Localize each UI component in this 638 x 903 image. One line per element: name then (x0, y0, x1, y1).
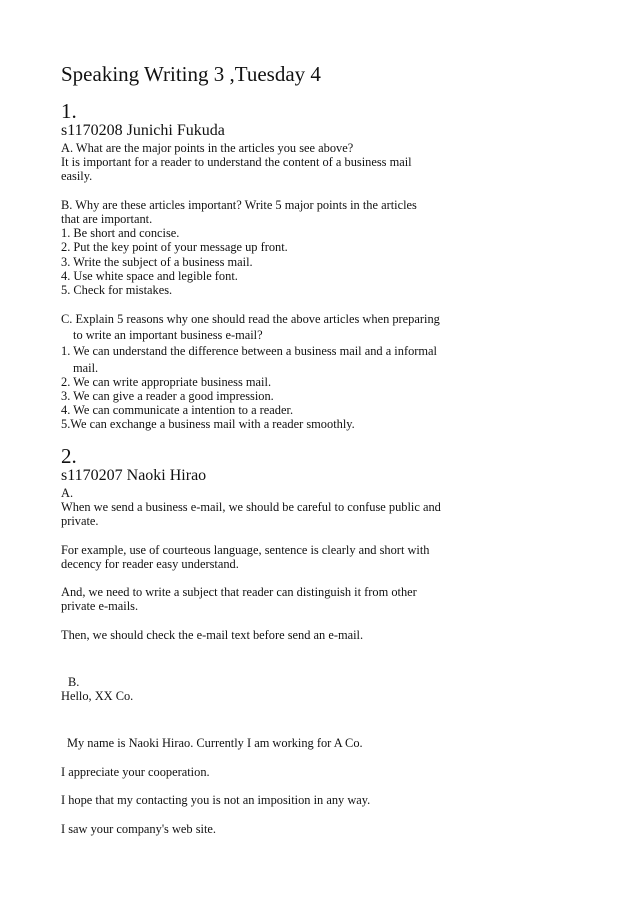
answer-b-item: 1. Be short and concise. (61, 226, 180, 240)
letter-line: I saw your company's web site. (61, 822, 217, 836)
section-1-author: s1170208 Junichi Fukuda (61, 122, 225, 139)
question-b-line: that are important. (61, 212, 153, 226)
letter-greeting: Hello, XX Co. (61, 689, 134, 703)
paragraph-line: For example, use of courteous language, sentence is clearly and short with (61, 543, 430, 557)
page-title: Speaking Writing 3 ,Tuesday 4 (61, 62, 321, 86)
answer-b-item: 4. Use white space and legible font. (61, 269, 238, 283)
paragraph-line: private e-mails. (61, 599, 139, 613)
answer-c-item: 2. We can write appropriate business mail. (61, 375, 272, 389)
answer-b-item: 2. Put the key point of your message up front. (61, 240, 288, 254)
question-c-line: C. Explain 5 reasons why one should read the above articles when preparing (61, 312, 440, 326)
paragraph-line: private. (61, 514, 99, 528)
question-c-line: to write an important business e-mail? (73, 328, 263, 342)
paragraph-line: decency for reader easy understand. (61, 557, 239, 571)
letter-line: My name is Naoki Hirao. Currently I am working for A Co. (67, 736, 363, 750)
paragraph-line: And, we need to write a subject that reader can distinguish it from other (61, 585, 417, 599)
answer-c-item: 4. We can communicate a intention to a reader. (61, 403, 294, 417)
label-b: B. (68, 675, 80, 689)
section-2-number: 2. (61, 444, 77, 468)
paragraph-line: Then, we should check the e-mail text before send an e-mail. (61, 628, 364, 642)
answer-c-item: 1. We can understand the difference between a business mail and a informal (61, 344, 437, 358)
paragraph-line: When we send a business e-mail, we should be careful to confuse public and (61, 500, 441, 514)
answer-b-item: 5. Check for mistakes. (61, 283, 173, 297)
answer-c-item: 5.We can exchange a business mail with a reader smoothly. (61, 417, 355, 431)
answer-c-item: mail. (73, 361, 99, 375)
section-1-number: 1. (61, 99, 77, 123)
label-a: A. (61, 486, 74, 500)
answer-a-line: It is important for a reader to understand the content of a business mail (61, 155, 412, 169)
answer-b-item: 3. Write the subject of a business mail. (61, 255, 253, 269)
answer-a-line: easily. (61, 169, 93, 183)
section-2-author: s1170207 Naoki Hirao (61, 467, 207, 484)
letter-line: I appreciate your cooperation. (61, 765, 210, 779)
question-a: A. What are the major points in the articles you see above? (61, 141, 354, 155)
answer-c-item: 3. We can give a reader a good impression. (61, 389, 274, 403)
letter-line: I hope that my contacting you is not an imposition in any way. (61, 793, 371, 807)
question-b-line: B. Why are these articles important? Write 5 major points in the articles (61, 198, 417, 212)
